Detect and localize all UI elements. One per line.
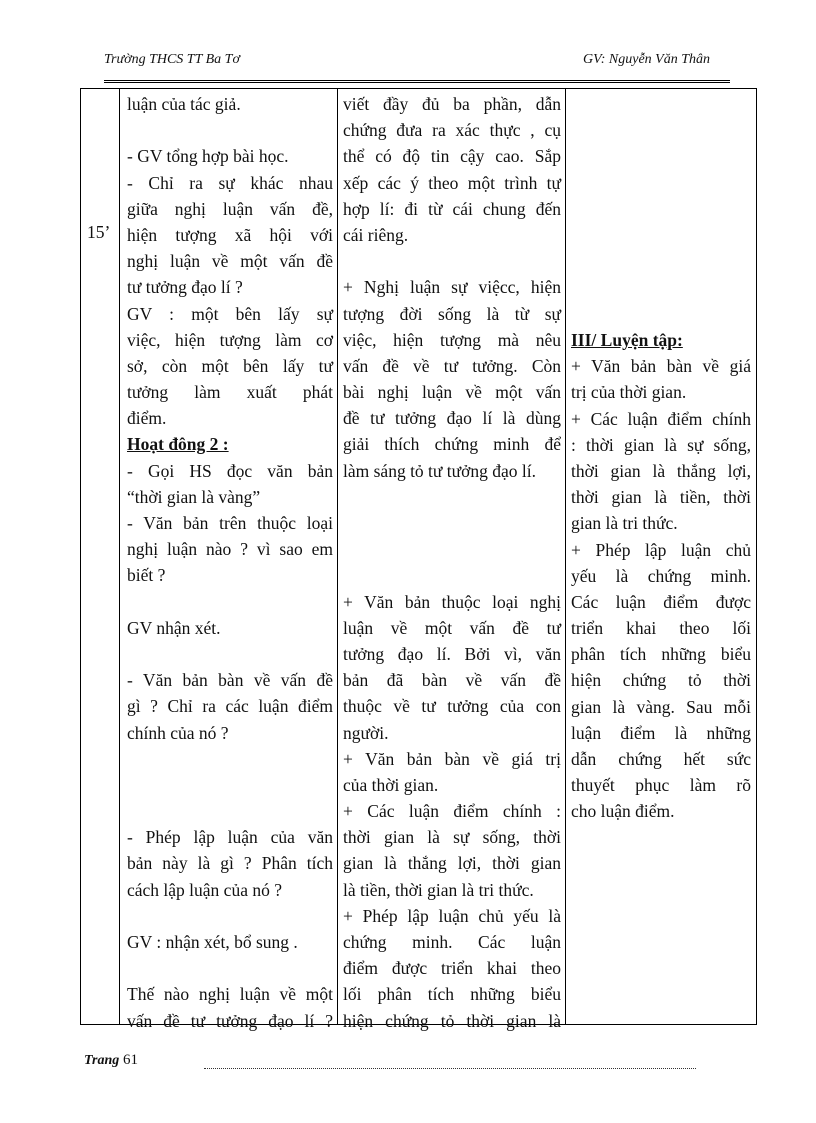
text-line: giữa nghị luận vấn đề, <box>127 198 333 219</box>
text-line <box>343 510 561 536</box>
text-line: cái riêng. <box>343 224 409 245</box>
text-line: chứng đưa ra xác thực , cụ <box>343 120 561 141</box>
text-line: chứng minh. Các luận <box>343 932 561 952</box>
text-line: nghị luận nào ? vì sao em <box>127 539 333 560</box>
text-line: III/ Luyện tập: <box>571 330 683 350</box>
text-line: + Các luận điểm chính : <box>343 801 561 822</box>
text-line: thời gian là tiền, thời <box>571 487 751 508</box>
text-line: GV nhận xét. <box>127 617 221 638</box>
text-line <box>343 562 561 588</box>
text-line: hiện chứng tỏ thời <box>571 670 751 691</box>
text-line <box>127 641 333 667</box>
text-line: người. <box>343 722 389 743</box>
text-line <box>127 589 333 615</box>
text-line: nghị luận về một vấn đề <box>127 251 333 272</box>
text-line: thuyết phục làm rõ <box>571 775 751 796</box>
text-line: Các luận điểm được <box>571 591 751 612</box>
text-line: gian là thắng lợi, thời gian <box>343 853 561 874</box>
text-line: - Văn bản trên thuộc loại <box>127 513 333 533</box>
text-line: + Các luận điểm chính <box>571 408 751 429</box>
text-line <box>127 772 333 798</box>
text-line: vấn đề về tư tưởng. Còn <box>343 355 561 376</box>
text-line: tư tưởng đạo lí ? <box>127 277 243 298</box>
text-line: - Chỉ ra sự khác nhau <box>127 172 333 193</box>
text-line: của thời gian. <box>343 774 439 795</box>
teacher-activity-column <box>127 91 333 1034</box>
text-line: - GV tổng hợp bài học. <box>127 146 289 167</box>
text-line: trị của thời gian. <box>571 382 687 403</box>
text-line: cách lập luận của nó ? <box>127 879 282 900</box>
text-line: + Văn bản bàn về giá trị <box>343 748 561 769</box>
text-line: chính của nó ? <box>127 722 229 743</box>
text-line: thuộc về tư tưởng của con <box>343 696 561 717</box>
text-line: điểm được triển khai theo <box>343 958 561 979</box>
page-footer <box>84 1052 138 1069</box>
text-line: - Phép lập luận của văn <box>127 827 333 848</box>
text-line: - Gọi HS đọc văn bản <box>127 460 333 481</box>
text-line: bài nghị luận về một vấn <box>343 382 561 403</box>
text-line: tượng đời sống là từ sự <box>343 303 561 324</box>
text-line: bản đã bàn về vấn đề <box>343 670 561 691</box>
text-line: thời gian là thắng lợi, <box>571 460 751 481</box>
text-line: sở, còn một bên lấy tư <box>127 355 333 376</box>
header-teacher: GV: Nguyễn Văn Thân <box>583 52 711 67</box>
text-line: xếp các ý theo một trình tự <box>343 172 561 193</box>
time-cell: 15’ <box>87 222 111 242</box>
page-number: 61 <box>123 1052 139 1068</box>
column-divider <box>565 89 566 1024</box>
text-line: + Văn bản bàn về giá <box>571 356 751 377</box>
text-line: lối phân tích những biểu <box>343 984 561 1005</box>
text-line: viết đầy đủ ba phần, dẫn <box>343 94 561 114</box>
text-line: thể có độ tin cậy cao. Sắp <box>343 146 561 167</box>
student-activity-column <box>343 91 561 1034</box>
text-line <box>343 536 561 562</box>
text-line: luận về một vấn đề tư <box>343 617 561 638</box>
footer-dotted-line <box>204 1052 696 1069</box>
text-line: + Phép lập luận chủ <box>571 539 751 560</box>
text-line: Thế nào nghị luận về một <box>127 984 333 1005</box>
text-line: là tiền, thời gian là tri thức. <box>343 879 534 900</box>
text-line: giải thích chứng minh để <box>343 434 561 455</box>
text-line: + Văn bản thuộc loại nghị <box>343 591 561 612</box>
text-line: yếu là chứng minh. <box>571 565 751 586</box>
text-line: gian là tri thức. <box>571 513 678 534</box>
column-divider <box>337 89 338 1024</box>
text-line <box>127 955 333 981</box>
text-line: bản này là gì ? Phân tích <box>127 853 333 874</box>
page-label: Trang <box>84 1053 120 1068</box>
text-line <box>127 746 333 772</box>
text-line: + Phép lập luận chủ yếu là <box>343 905 561 926</box>
text-line <box>127 117 333 143</box>
text-line: GV : một bên lấy sự <box>127 303 333 324</box>
text-line: tưởng đạo lí. Bởi vì, văn <box>343 643 561 664</box>
text-line: hiện chứng tỏ thời gian là <box>343 1010 561 1031</box>
text-line: hiện tượng xã hội với <box>127 224 333 245</box>
text-line: tưởng làm xuất phát <box>127 382 333 403</box>
text-line: gian là vàng. Sau mỗi <box>571 696 751 717</box>
column-divider <box>119 89 120 1024</box>
text-line <box>127 798 333 824</box>
text-line: GV : nhận xét, bổ sung . <box>127 932 298 952</box>
text-line: việc, hiện tượng mà nêu <box>343 329 561 350</box>
text-line: thời gian là sự sống, thời <box>343 827 561 848</box>
text-line: hợp lí: đi từ cái chung đến <box>343 198 561 219</box>
text-line: biết ? <box>127 565 166 586</box>
text-line: - Văn bản bàn về vấn đề <box>127 670 333 691</box>
text-line: dẫn chứng hết sức <box>571 749 751 769</box>
text-line: vấn đề tư tưởng đạo lí ? <box>127 1010 333 1031</box>
text-line: việc, hiện tượng làm cơ <box>127 329 333 350</box>
lesson-table <box>80 88 757 1031</box>
text-line: gì ? Chỉ ra các luận điểm <box>127 696 333 717</box>
text-line: : thời gian là sự sống, <box>571 434 751 455</box>
text-line: “thời gian là vàng” <box>127 486 261 507</box>
header-school: Trường THCS TT Ba Tơ <box>104 52 240 67</box>
text-line: đề tư tưởng đạo lí là dùng <box>343 408 561 429</box>
text-line: luận của tác giả. <box>127 94 241 114</box>
text-line: làm sáng tỏ tư tưởng đạo lí. <box>343 460 536 481</box>
text-line <box>127 903 333 929</box>
content-column <box>571 327 751 825</box>
text-line: Hoạt đông 2 : <box>127 434 229 455</box>
text-line: triển khai theo lối <box>571 618 751 639</box>
text-line: + Nghị luận sự việcc, hiện <box>343 277 561 298</box>
text-line: luận điểm là những <box>571 722 751 743</box>
header-rule <box>104 80 730 83</box>
text-line <box>343 248 561 274</box>
text-line: cho luận điểm. <box>571 801 675 822</box>
text-line: điểm. <box>127 408 167 429</box>
text-line <box>343 484 561 510</box>
text-line: phân tích những biểu <box>571 644 751 665</box>
